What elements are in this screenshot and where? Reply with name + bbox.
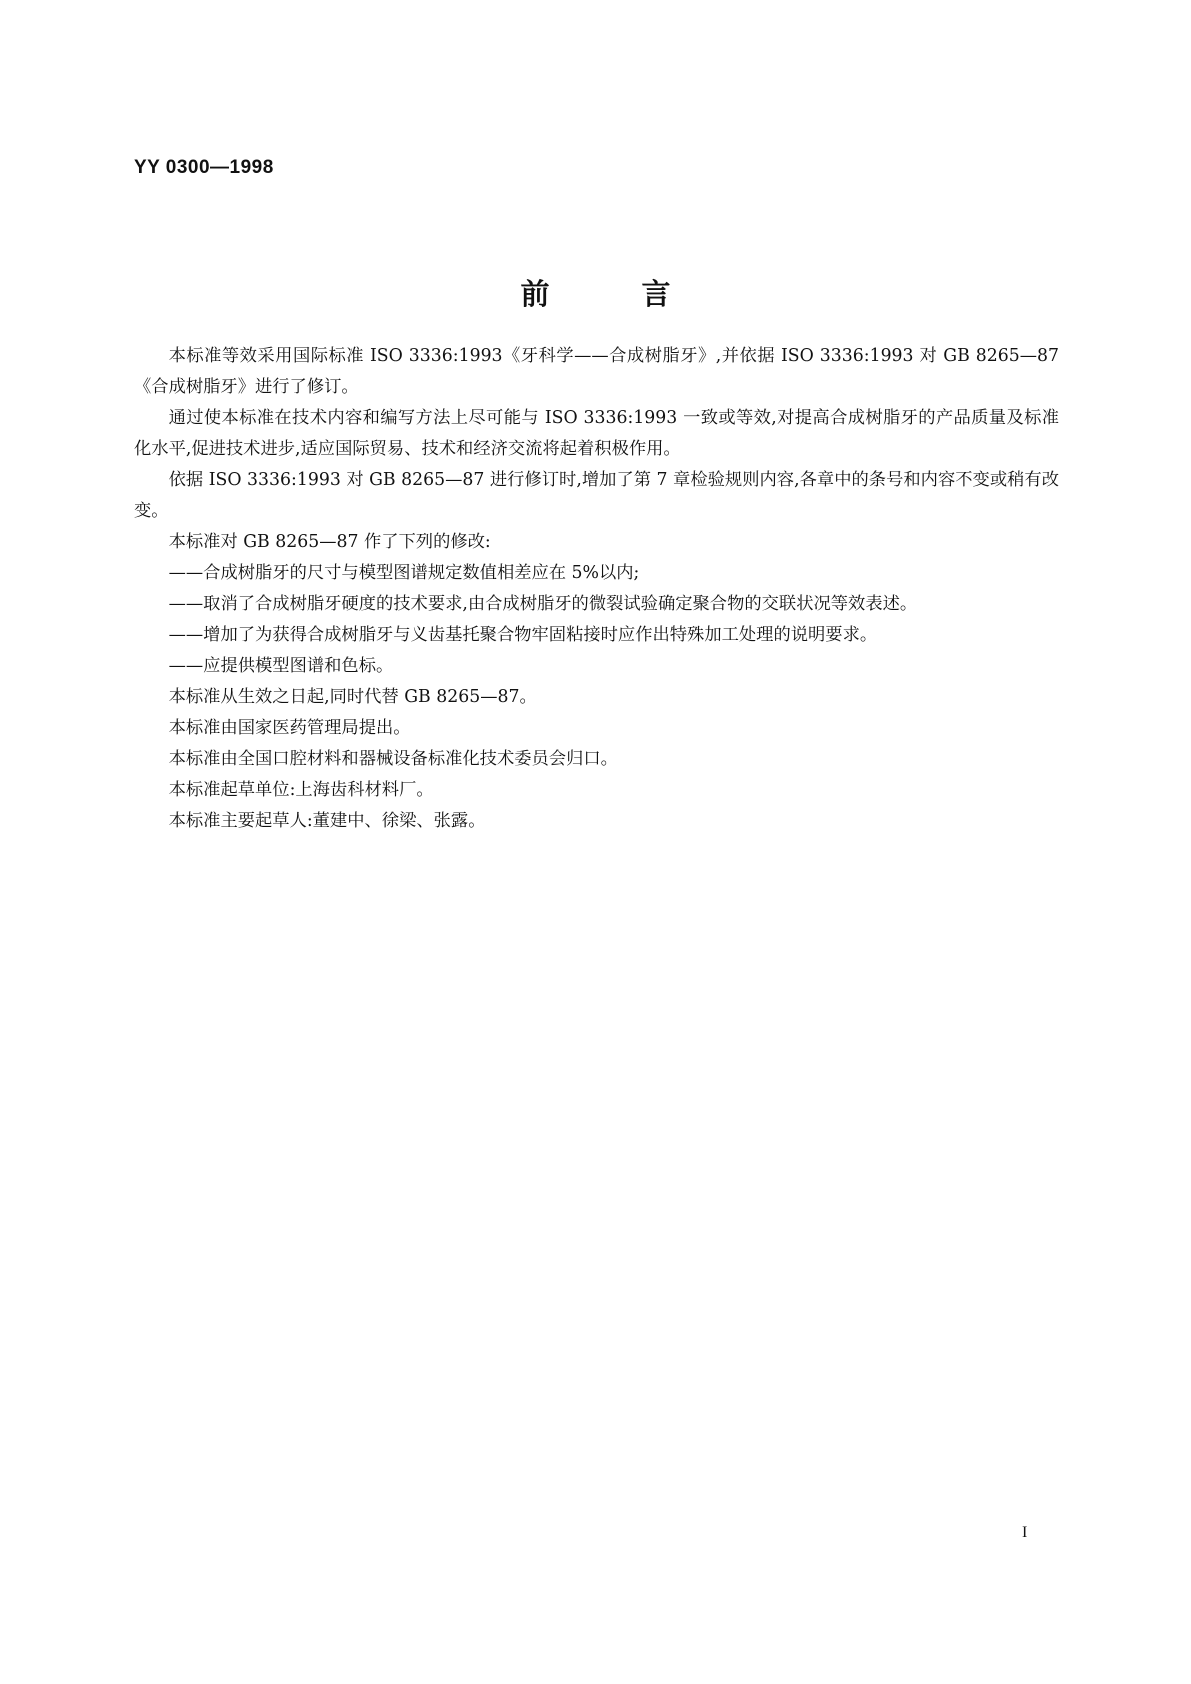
closing-line: 本标准由全国口腔材料和器械设备标准化技术委员会归口。 xyxy=(168,749,618,769)
paragraph: 本标准对 GB 8265—87 作了下列的修改: xyxy=(168,532,491,552)
closing-line: 本标准起草单位:上海齿科材料厂。 xyxy=(168,780,434,800)
paragraph: 依据 ISO 3336:1993 对 GB 8265—87 进行修订时,增加了第 7 章检验规则内容,各章中的条号和内容不变或稍有改变。 xyxy=(134,470,1059,521)
page-title: 前言 xyxy=(520,277,763,311)
paragraph: 通过使本标准在技术内容和编写方法上尽可能与 ISO 3336:1993 一致或等效,对提高合成树脂牙的产品质量及标准化水平,促进技术进步,适应国际贸易、技术和经济交流将起着积极作用。 xyxy=(134,408,1059,459)
closing-line: 本标准从生效之日起,同时代替 GB 8265—87。 xyxy=(168,687,537,707)
standard-code: YY 0300—1998 xyxy=(134,157,274,178)
modification-item: ——增加了为获得合成树脂牙与义齿基托聚合物牢固粘接时应作出特殊加工处理的说明要求。 xyxy=(168,625,878,645)
modification-item: ——应提供模型图谱和色标。 xyxy=(168,656,394,676)
paragraph: 本标准等效采用国际标准 ISO 3336:1993《牙科学——合成树脂牙》,并依据 ISO 3336:1993 对 GB 8265—87《合成树脂牙》进行了修订。 xyxy=(134,346,1059,397)
closing-line: 本标准由国家医药管理局提出。 xyxy=(168,718,411,738)
document-body xyxy=(134,341,1059,837)
page-number: I xyxy=(1022,1524,1028,1541)
modification-item: ——合成树脂牙的尺寸与模型图谱规定数值相差应在 5%以内; xyxy=(168,563,640,583)
modification-item: ——取消了合成树脂牙硬度的技术要求,由合成树脂牙的微裂试验确定聚合物的交联状况等效表述。 xyxy=(168,594,918,614)
closing-line: 本标准主要起草人:董建中、徐梁、张露。 xyxy=(168,811,486,831)
